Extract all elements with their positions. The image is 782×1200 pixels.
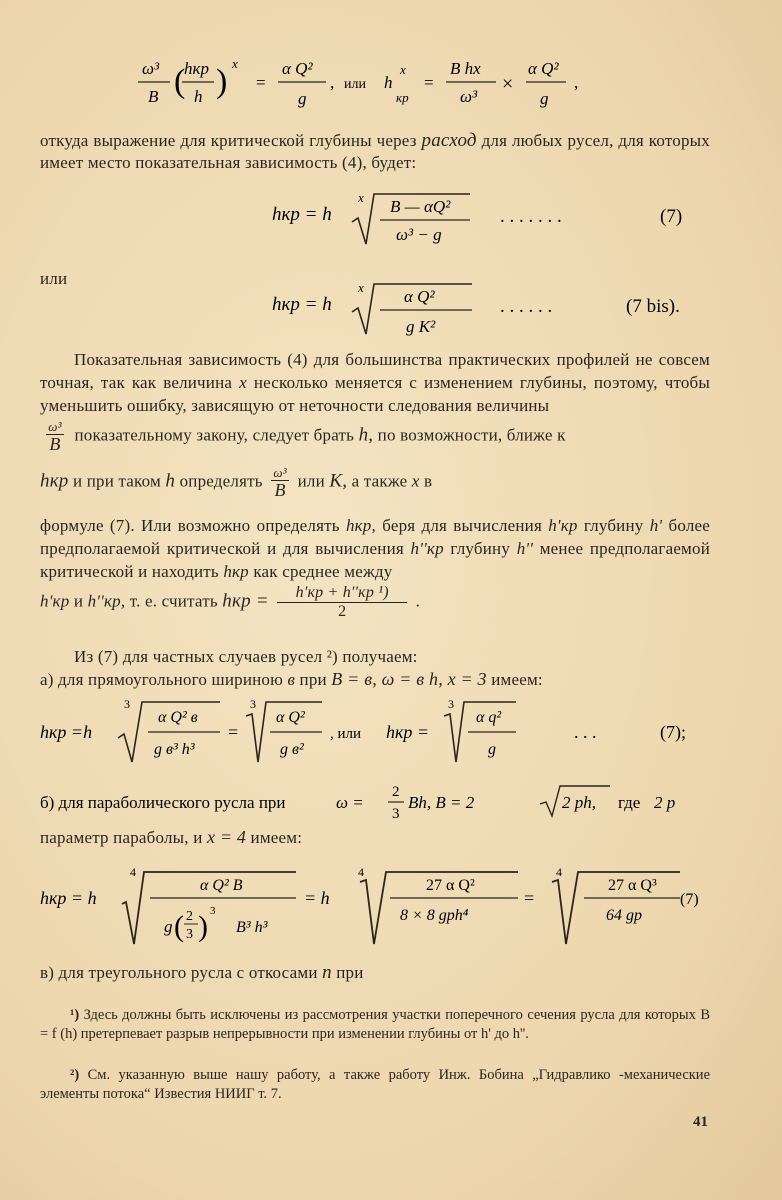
svg-text:27 α Q²: 27 α Q² [426, 877, 475, 894]
svg-text:2 ph,: 2 ph, [562, 793, 596, 812]
svg-text:hкр =h: hкр =h [40, 722, 93, 742]
paragraph-2-fraction-line: ω³ B показательному закону, следует брать h, по возможности, ближе к [40, 420, 710, 466]
svg-text:. . . . . .: . . . . . . [500, 296, 553, 317]
svg-text:g: g [164, 917, 173, 936]
equation-7-case-b [40, 858, 730, 958]
svg-text:hкр =: hкр = [386, 722, 430, 742]
svg-text:=: = [424, 73, 434, 92]
svg-text:4: 4 [130, 865, 136, 879]
power-x: x [232, 56, 238, 71]
case-b-line-2: параметр параболы, и x = 4 имеем: [40, 827, 303, 847]
bhx-num: B hx [450, 59, 481, 78]
svg-text:B³ h³: B³ h³ [236, 919, 268, 936]
svg-text:Bh, B = 2: Bh, B = 2 [408, 793, 475, 812]
footnote-2: ²) См. указанную выше нашу работу, а также работу Инж. Бобина „Гидравлико -механические элементы потока“ Известия НИИГ т. 7. [40, 1067, 710, 1102]
svg-text:3: 3 [448, 697, 454, 711]
svg-text:27 α Q³: 27 α Q³ [608, 877, 657, 894]
svg-text:. . . . . . .: . . . . . . . [500, 206, 562, 227]
svg-text:g в²: g в² [280, 741, 304, 758]
svg-text:ω =: ω = [336, 793, 364, 812]
svg-text:8 × 8 gph⁴: 8 × 8 gph⁴ [400, 907, 469, 924]
svg-text:= h: = h [304, 888, 330, 908]
case-c-intro: в) для треугольного русла с откосами n при [40, 962, 364, 983]
svg-text:B — αQ²: B — αQ² [390, 197, 451, 216]
svg-text:): ) [198, 910, 208, 943]
svg-text:2 p: 2 p [654, 793, 676, 812]
svg-text:(7 bis).: (7 bis). [626, 296, 680, 317]
svg-text:hкр = h: hкр = h [272, 294, 332, 315]
svg-text:α Q² в: α Q² в [158, 709, 198, 726]
svg-text:ω³ − g: ω³ − g [396, 225, 442, 244]
paragraph-3: формуле (7). Или возможно определять hкр, беря для вычисления h'кр глубину h' более предполагаемой критической и для вычисления h''кр глубину h'' менее предполагаемой критической и находить hкр как среднее между [40, 516, 711, 581]
ili-line: или [40, 269, 68, 288]
aq2-num: α Q² [282, 59, 313, 78]
svg-text:4: 4 [358, 865, 364, 879]
svg-text:h: h [384, 73, 393, 92]
equation-7bis [40, 270, 720, 340]
svg-text:,: , [330, 73, 335, 92]
svg-text:3: 3 [250, 697, 256, 711]
svg-text:α Q²: α Q² [404, 287, 435, 306]
svg-text:4: 4 [556, 865, 562, 879]
hkp-num: hкр [184, 59, 209, 78]
svg-text:3: 3 [392, 806, 400, 822]
ili-word: или [344, 77, 366, 92]
paragraph-2: Показательная зависимость (4) для большинства практических профилей не совсем точная, так как величина x несколько меняется с изменением глубины, поэтому, чтобы уменьшить ошибку, зависящую от неточности следования величины [40, 350, 711, 415]
h-den: h [194, 87, 203, 106]
paragraph-4: Из (7) для частных случаев русел ²) получаем: [74, 647, 418, 666]
svg-text:. . .: . . . [574, 722, 597, 742]
svg-text:3: 3 [210, 905, 216, 917]
svg-text:α Q² B: α Q² B [200, 877, 243, 894]
svg-text:ω³: ω³ [460, 87, 478, 106]
svg-text:,: , [574, 73, 579, 92]
svg-text:(7);: (7); [660, 722, 686, 742]
svg-text:(: ( [174, 910, 184, 943]
svg-text:): ) [216, 63, 228, 100]
svg-text:, или: , или [330, 726, 362, 742]
svg-text:3: 3 [124, 697, 130, 711]
svg-text:g: g [488, 741, 496, 758]
equation-7-case-a [40, 692, 720, 772]
svg-text:g в³ h³: g в³ h³ [154, 741, 195, 758]
svg-text:g: g [540, 89, 549, 108]
svg-text:б) для параболического русла п: б) для параболического русла при [40, 793, 286, 812]
svg-text:x: x [400, 62, 406, 77]
svg-text:64 gp: 64 gp [606, 907, 642, 924]
footnote-1: ¹) Здесь должны быть исключены из рассмотрения участки поперечного сечения русла для которых B = f (h) претерпевает разрыв непрерывности при изменении глубины от h' до h''. [40, 1007, 711, 1042]
svg-text:hкр = h: hкр = h [40, 888, 97, 908]
top-formula [130, 52, 630, 114]
svg-text:где: где [618, 793, 641, 812]
paragraph-2-line-3: hкр и при таком h определять ω³ B или K, а также x в [40, 465, 433, 500]
svg-text:g K²: g K² [406, 317, 436, 336]
svg-text:кр: кр [396, 90, 409, 105]
svg-text:=: = [524, 888, 535, 908]
svg-text:α Q²: α Q² [528, 59, 559, 78]
svg-text:x: x [358, 190, 364, 205]
omega3-num: ω³ [142, 59, 160, 78]
paragraph-1: откуда выражение для критической глубины через расход для любых русел, для которых имеет место показательная зависимость (4), будет: [40, 130, 710, 172]
svg-text:2: 2 [186, 909, 193, 924]
svg-text:=: = [228, 722, 239, 742]
svg-text:hкр = h: hкр = h [272, 204, 332, 225]
svg-text:2: 2 [392, 784, 400, 800]
svg-text:(7): (7) [660, 206, 683, 227]
b-den: B [148, 87, 159, 106]
equation-7 [40, 180, 720, 250]
svg-text:(: ( [174, 63, 186, 100]
svg-text:×: × [502, 73, 514, 95]
g-den: g [298, 89, 307, 108]
page-number: 41 [693, 1114, 708, 1130]
svg-text:α Q²: α Q² [276, 709, 305, 726]
svg-text:x: x [358, 280, 364, 295]
paragraph-3-last-line: h'кр и h''кр, т. е. считать hкр = h'кр + h''кр ¹) 2 . [40, 584, 421, 620]
svg-text:α q²: α q² [476, 709, 502, 726]
svg-text:(7): (7) [680, 891, 699, 908]
svg-text:3: 3 [186, 927, 193, 942]
svg-text:=: = [256, 73, 266, 92]
case-a-intro: а) для прямоугольного шириною в при B = в, ω = в h, x = 3 имеем: [40, 669, 543, 689]
